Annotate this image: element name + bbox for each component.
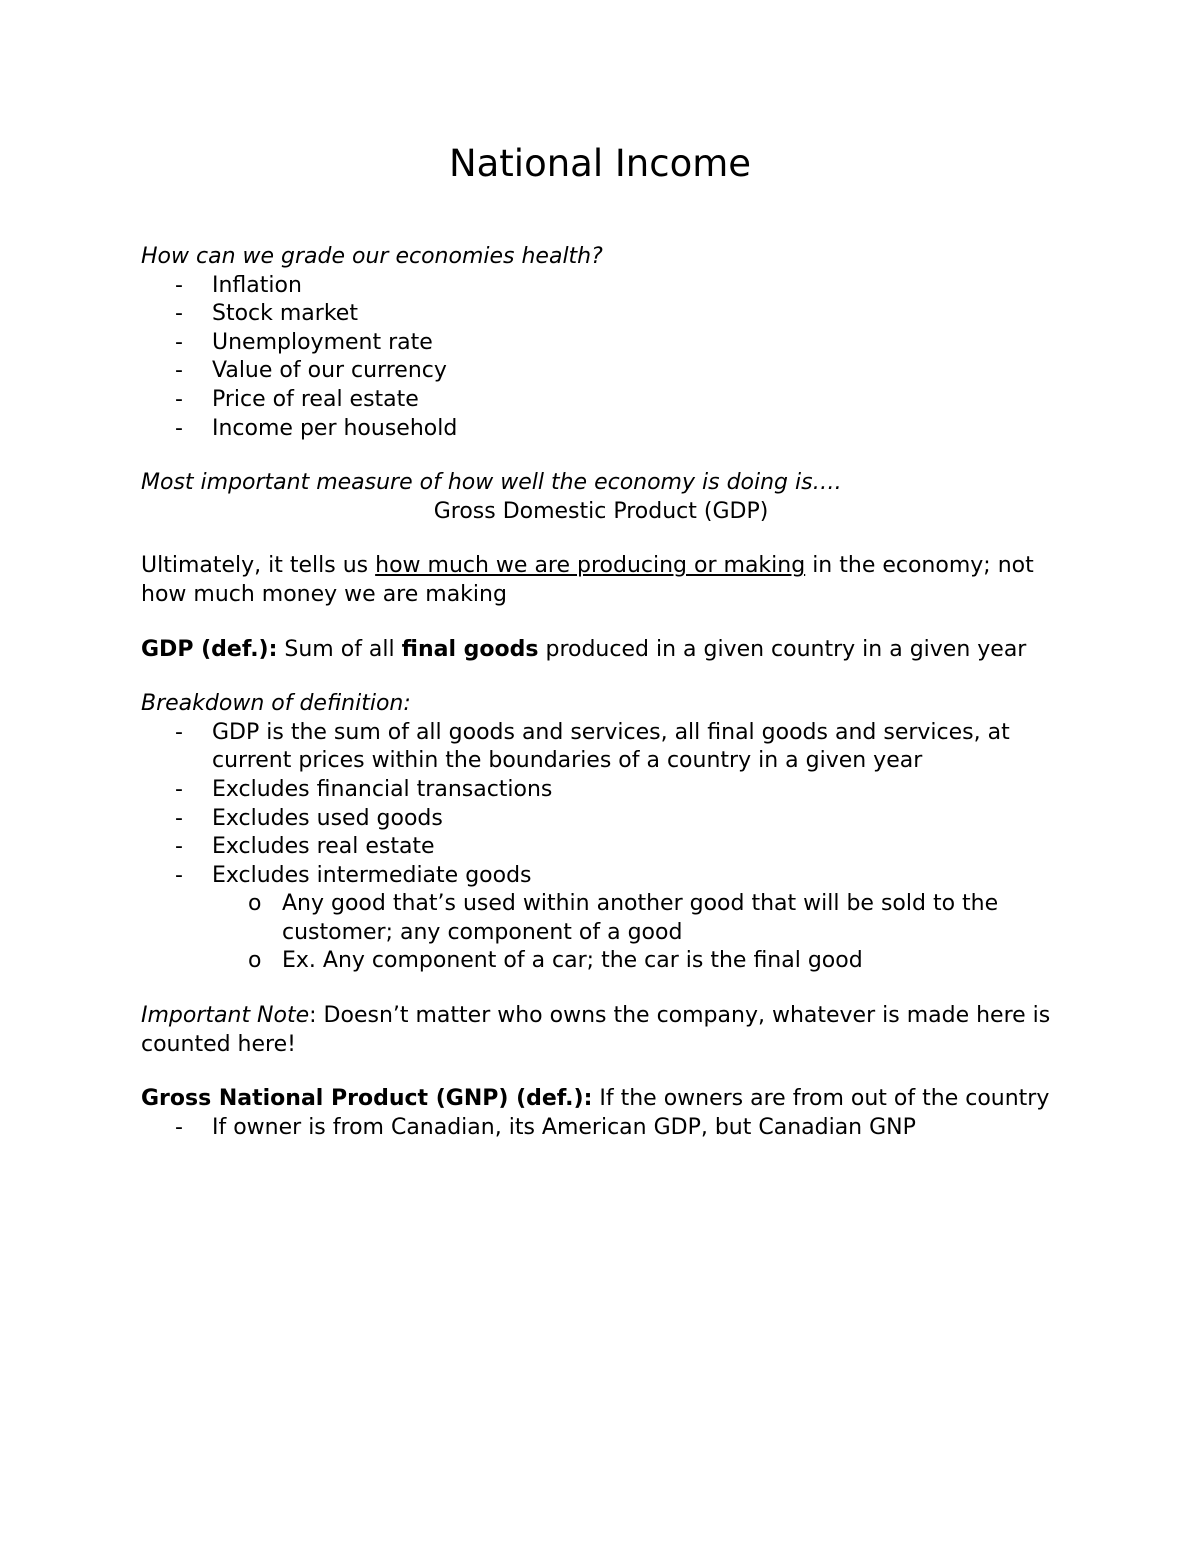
ultimately-paragraph: Ultimately, it tells us how much we are producing or making in the economy; not how much money we are making bbox=[141, 553, 1034, 607]
dash-marker: - bbox=[175, 415, 183, 441]
document-body bbox=[141, 243, 1061, 1142]
dash-marker: - bbox=[175, 776, 183, 802]
page-title: National Income bbox=[448, 142, 752, 185]
gnp-list bbox=[141, 1114, 1061, 1143]
sub-list-item: o Any good that’s used within another good that will be sold to the customer; any component of a good bbox=[248, 891, 999, 945]
list-item: - Excludes real estate bbox=[141, 833, 1061, 862]
gdp-def-label: GDP (def.): bbox=[141, 636, 278, 662]
gnp-definition: Gross National Product (GNP) (def.): If the owners are from out of the country bbox=[141, 1086, 1050, 1112]
list-item: - Excludes used goods bbox=[141, 805, 1061, 834]
circle-marker: o bbox=[248, 891, 262, 917]
underlined-phrase: how much we are producing or making bbox=[375, 553, 806, 579]
circle-marker: o bbox=[248, 948, 262, 974]
sub-list-item: o Ex. Any component of a car; the car is the final good bbox=[141, 947, 1061, 976]
measure-question: Most important measure of how well the economy is doing is…. bbox=[141, 470, 842, 496]
breakdown-heading: Breakdown of definition: bbox=[141, 691, 411, 717]
dash-marker: - bbox=[175, 1114, 183, 1140]
dash-marker: - bbox=[175, 329, 183, 355]
dash-marker: - bbox=[175, 301, 183, 327]
list-item: - Income per household bbox=[141, 415, 1061, 444]
list-item: - GDP is the sum of all goods and services, all final goods and services, at current prices within the boundaries of a country in a given year bbox=[175, 719, 1010, 774]
dash-marker: - bbox=[175, 358, 183, 384]
gdp-definition: GDP (def.): Sum of all final goods produced in a given country in a given year bbox=[141, 636, 1027, 662]
list-item: - If owner is from Canadian, its American GDP, but Canadian GNP bbox=[141, 1114, 1061, 1143]
dash-marker: - bbox=[175, 272, 183, 298]
final-goods-term: final goods bbox=[401, 636, 539, 662]
breakdown-list bbox=[141, 719, 1061, 891]
important-note: Important Note: Doesn’t matter who owns the company, whatever is made here is counted here! bbox=[141, 1003, 1051, 1057]
list-item: - Unemployment rate bbox=[141, 329, 1061, 358]
question-heading: How can we grade our economies health? bbox=[141, 244, 603, 269]
list-item: - Excludes intermediate goods bbox=[141, 862, 1061, 891]
list-item: - Value of our currency bbox=[141, 357, 1061, 386]
dash-marker: - bbox=[175, 834, 183, 860]
intermediate-goods-sublist bbox=[141, 890, 1061, 976]
dash-marker: - bbox=[175, 805, 183, 831]
dash-marker: - bbox=[175, 386, 183, 412]
health-indicators-list bbox=[141, 272, 1061, 444]
dash-marker: - bbox=[175, 719, 183, 745]
gdp-name: Gross Domestic Product (GDP) bbox=[433, 498, 769, 524]
dash-marker: - bbox=[175, 862, 183, 888]
list-item: - Inflation bbox=[141, 272, 1061, 301]
note-label: Important Note bbox=[141, 1003, 310, 1029]
list-item: - Stock market bbox=[141, 300, 1061, 329]
list-item: - Excludes financial transactions bbox=[141, 776, 1061, 805]
gnp-def-label: Gross National Product (GNP) (def.): bbox=[141, 1086, 593, 1112]
list-item: - Price of real estate bbox=[141, 386, 1061, 415]
